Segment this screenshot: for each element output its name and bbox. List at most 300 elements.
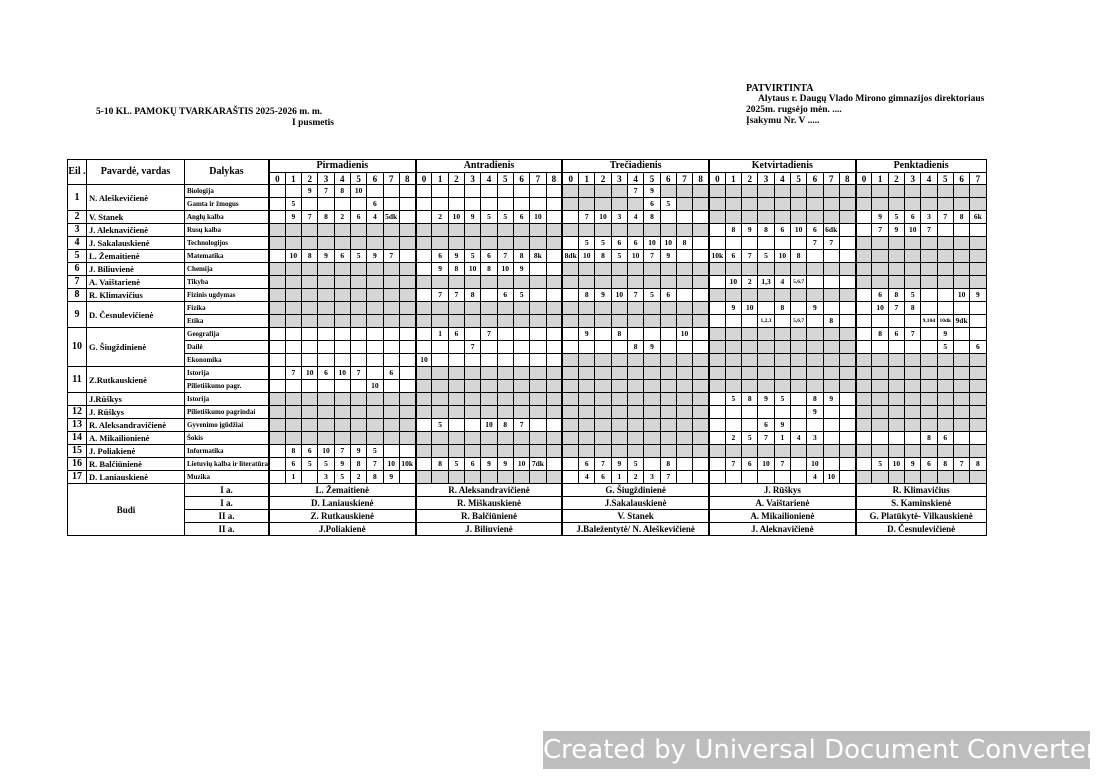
- lesson-number: 0: [269, 173, 285, 185]
- lesson-cell: 8dk: [562, 250, 578, 263]
- lesson-cell: [399, 393, 415, 406]
- lesson-cell: [823, 263, 839, 276]
- lesson-cell: 6k: [970, 211, 986, 224]
- lesson-cell: [660, 341, 676, 354]
- lesson-cell: 5: [758, 250, 774, 263]
- lesson-cell: [758, 211, 774, 224]
- lesson-cell: [839, 445, 855, 458]
- lesson-cell: [595, 419, 611, 432]
- lesson-cell: [318, 393, 334, 406]
- lesson-cell: [513, 380, 529, 393]
- lesson-cell: [416, 250, 432, 263]
- lesson-cell: [465, 237, 481, 250]
- lesson-cell: 6dk: [823, 224, 839, 237]
- lesson-cell: [497, 302, 513, 315]
- lesson-cell: [595, 406, 611, 419]
- subject-name: Istorija: [185, 367, 269, 380]
- lesson-cell: [579, 198, 595, 211]
- lesson-cell: 10: [790, 224, 806, 237]
- lesson-cell: [285, 302, 301, 315]
- lesson-cell: 10: [481, 419, 497, 432]
- lesson-cell: [611, 406, 627, 419]
- lesson-cell: 9: [465, 211, 481, 224]
- lesson-cell: [432, 367, 448, 380]
- lesson-cell: 8: [497, 419, 513, 432]
- subject-name: Pilietiškumo pagr.: [185, 380, 269, 393]
- row-number: 13: [68, 419, 87, 432]
- lesson-number: 4: [921, 173, 937, 185]
- lesson-cell: [513, 445, 529, 458]
- lesson-cell: 3: [611, 211, 627, 224]
- lesson-cell: [790, 198, 806, 211]
- lesson-cell: [644, 302, 660, 315]
- lesson-cell: [676, 302, 692, 315]
- lesson-cell: [285, 315, 301, 328]
- lesson-cell: 6: [921, 458, 937, 471]
- lesson-cell: [921, 419, 937, 432]
- schedule-row: [68, 250, 987, 263]
- lesson-cell: [790, 380, 806, 393]
- lesson-cell: [872, 354, 888, 367]
- lesson-cell: [595, 302, 611, 315]
- lesson-cell: [399, 289, 415, 302]
- lesson-cell: [497, 393, 513, 406]
- approval-order: Įsakymu Nr. V .....: [746, 116, 820, 126]
- lesson-cell: 5: [465, 250, 481, 263]
- lesson-cell: [513, 237, 529, 250]
- lesson-number: 8: [839, 173, 855, 185]
- lesson-cell: [937, 289, 953, 302]
- duty-teacher: A. Vaištarienė: [709, 497, 856, 510]
- lesson-cell: [350, 198, 366, 211]
- lesson-cell: [660, 302, 676, 315]
- lesson-cell: [725, 315, 741, 328]
- lesson-cell: [970, 237, 986, 250]
- lesson-cell: [774, 471, 790, 484]
- lesson-cell: [823, 432, 839, 445]
- lesson-cell: [807, 354, 823, 367]
- lesson-cell: [399, 302, 415, 315]
- lesson-number: 5: [644, 173, 660, 185]
- schedule-row: [68, 302, 987, 315]
- lesson-cell: [856, 367, 872, 380]
- teacher-name: D. Česnulevičienė: [87, 302, 185, 328]
- teacher-name: R. Balčiūnienė: [87, 458, 185, 471]
- lesson-cell: [676, 289, 692, 302]
- lesson-cell: [481, 432, 497, 445]
- lesson-cell: 9: [334, 458, 350, 471]
- lesson-cell: [350, 419, 366, 432]
- lesson-cell: [285, 406, 301, 419]
- lesson-cell: [676, 354, 692, 367]
- lesson-cell: 6: [302, 445, 318, 458]
- lesson-cell: [513, 315, 529, 328]
- row-number: 9: [68, 302, 87, 328]
- lesson-cell: [628, 406, 644, 419]
- lesson-cell: [888, 341, 904, 354]
- lesson-cell: [448, 276, 464, 289]
- lesson-cell: [872, 341, 888, 354]
- lesson-cell: [774, 289, 790, 302]
- lesson-cell: [318, 263, 334, 276]
- teacher-name: J. Biliuvienė: [87, 263, 185, 276]
- lesson-cell: [579, 406, 595, 419]
- duty-teacher: J. Aleknavičienė: [709, 523, 856, 536]
- lesson-cell: [742, 328, 758, 341]
- lesson-cell: [302, 432, 318, 445]
- lesson-cell: [579, 276, 595, 289]
- lesson-cell: [921, 276, 937, 289]
- lesson-cell: [497, 237, 513, 250]
- lesson-cell: [497, 471, 513, 484]
- lesson-cell: 10: [774, 250, 790, 263]
- lesson-cell: [595, 432, 611, 445]
- lesson-cell: [774, 406, 790, 419]
- lesson-number: 2: [302, 173, 318, 185]
- lesson-cell: [562, 328, 578, 341]
- duty-class: II a.: [185, 510, 269, 523]
- lesson-cell: [774, 211, 790, 224]
- lesson-cell: [285, 185, 301, 198]
- lesson-cell: [367, 237, 383, 250]
- lesson-cell: 2: [628, 471, 644, 484]
- lesson-cell: [660, 445, 676, 458]
- lesson-cell: 6: [774, 224, 790, 237]
- teacher-name: J. Rūškys: [87, 406, 185, 419]
- lesson-cell: [872, 393, 888, 406]
- lesson-cell: 9: [595, 289, 611, 302]
- lesson-cell: [839, 367, 855, 380]
- lesson-cell: [302, 393, 318, 406]
- lesson-cell: [953, 406, 969, 419]
- lesson-cell: [367, 341, 383, 354]
- lesson-cell: [709, 419, 725, 432]
- lesson-cell: [399, 211, 415, 224]
- lesson-cell: [334, 432, 350, 445]
- lesson-cell: [579, 224, 595, 237]
- lesson-cell: [465, 276, 481, 289]
- lesson-cell: [856, 224, 872, 237]
- lesson-cell: [823, 341, 839, 354]
- lesson-cell: [579, 354, 595, 367]
- document-title: 5-10 KL. PAMOKŲ TVARKARAŠTIS 2025-2026 m. m.: [96, 107, 323, 117]
- lesson-cell: [709, 471, 725, 484]
- lesson-cell: [285, 276, 301, 289]
- lesson-cell: 9: [872, 211, 888, 224]
- lesson-number: 6: [513, 173, 529, 185]
- lesson-cell: [302, 276, 318, 289]
- lesson-cell: 9: [350, 445, 366, 458]
- lesson-cell: [693, 458, 709, 471]
- lesson-cell: [676, 315, 692, 328]
- lesson-cell: [693, 263, 709, 276]
- lesson-number: 0: [709, 173, 725, 185]
- lesson-cell: [350, 393, 366, 406]
- lesson-cell: [318, 419, 334, 432]
- lesson-cell: [513, 471, 529, 484]
- lesson-cell: [693, 250, 709, 263]
- lesson-cell: [399, 354, 415, 367]
- lesson-cell: 7: [872, 224, 888, 237]
- lesson-cell: [953, 354, 969, 367]
- lesson-cell: [725, 328, 741, 341]
- lesson-cell: [758, 354, 774, 367]
- lesson-cell: [367, 315, 383, 328]
- teacher-name: J. Poliakienė: [87, 445, 185, 458]
- lesson-cell: [302, 289, 318, 302]
- lesson-cell: [872, 406, 888, 419]
- lesson-cell: [448, 367, 464, 380]
- lesson-cell: 8: [465, 289, 481, 302]
- lesson-cell: [807, 289, 823, 302]
- lesson-cell: [383, 302, 399, 315]
- lesson-cell: 5: [481, 211, 497, 224]
- lesson-cell: [383, 328, 399, 341]
- lesson-cell: [921, 302, 937, 315]
- lesson-cell: [546, 445, 562, 458]
- lesson-cell: [807, 211, 823, 224]
- lesson-cell: [888, 198, 904, 211]
- lesson-cell: [856, 432, 872, 445]
- lesson-cell: 10: [953, 289, 969, 302]
- lesson-cell: [790, 445, 806, 458]
- lesson-number: 1: [285, 173, 301, 185]
- lesson-cell: 10: [350, 185, 366, 198]
- lesson-cell: [823, 380, 839, 393]
- lesson-cell: [546, 211, 562, 224]
- lesson-cell: [448, 432, 464, 445]
- lesson-cell: [888, 419, 904, 432]
- lesson-cell: [644, 419, 660, 432]
- lesson-cell: [937, 237, 953, 250]
- lesson-cell: [448, 198, 464, 211]
- lesson-cell: [693, 471, 709, 484]
- lesson-cell: [628, 328, 644, 341]
- lesson-cell: [432, 432, 448, 445]
- lesson-cell: [546, 237, 562, 250]
- lesson-number: 8: [693, 173, 709, 185]
- lesson-cell: [269, 250, 285, 263]
- lesson-cell: [530, 302, 546, 315]
- lesson-number: 5: [350, 173, 366, 185]
- lesson-cell: [432, 445, 448, 458]
- lesson-cell: [562, 185, 578, 198]
- lesson-cell: 8: [921, 432, 937, 445]
- lesson-cell: 6: [611, 237, 627, 250]
- lesson-cell: [660, 393, 676, 406]
- lesson-cell: [399, 471, 415, 484]
- schedule-row: [68, 263, 987, 276]
- duty-teacher: A. Mikailionienė: [709, 510, 856, 523]
- lesson-cell: [693, 276, 709, 289]
- lesson-cell: [399, 185, 415, 198]
- lesson-cell: [676, 458, 692, 471]
- lesson-cell: 5: [367, 445, 383, 458]
- lesson-cell: 7: [302, 211, 318, 224]
- duty-teacher: D. Laniauskienė: [269, 497, 416, 510]
- schedule-row: [68, 224, 987, 237]
- lesson-cell: [269, 302, 285, 315]
- duty-teacher: J.Baležentytė/ N. Aleškevičienė: [562, 523, 709, 536]
- lesson-cell: [921, 289, 937, 302]
- lesson-cell: [823, 445, 839, 458]
- lesson-cell: [530, 341, 546, 354]
- lesson-cell: [823, 354, 839, 367]
- lesson-cell: [742, 471, 758, 484]
- lesson-cell: [383, 341, 399, 354]
- lesson-cell: [709, 211, 725, 224]
- lesson-cell: [562, 341, 578, 354]
- lesson-cell: [497, 198, 513, 211]
- lesson-cell: 7: [595, 458, 611, 471]
- lesson-cell: [611, 393, 627, 406]
- lesson-cell: [921, 198, 937, 211]
- lesson-cell: [725, 406, 741, 419]
- lesson-cell: 5: [742, 432, 758, 445]
- lesson-cell: [562, 393, 578, 406]
- lesson-cell: [709, 276, 725, 289]
- lesson-cell: 10: [742, 302, 758, 315]
- lesson-cell: [367, 185, 383, 198]
- lesson-cell: [839, 328, 855, 341]
- lesson-cell: [546, 250, 562, 263]
- lesson-cell: 8: [513, 250, 529, 263]
- lesson-cell: [839, 276, 855, 289]
- lesson-cell: 5: [497, 211, 513, 224]
- lesson-cell: [807, 419, 823, 432]
- lesson-cell: 4: [807, 471, 823, 484]
- lesson-cell: [937, 263, 953, 276]
- lesson-cell: [823, 302, 839, 315]
- lesson-cell: [970, 380, 986, 393]
- lesson-cell: [367, 289, 383, 302]
- lesson-cell: 10: [758, 458, 774, 471]
- lesson-cell: [350, 328, 366, 341]
- lesson-cell: [383, 198, 399, 211]
- lesson-cell: 6: [285, 458, 301, 471]
- lesson-cell: [595, 263, 611, 276]
- lesson-cell: [921, 328, 937, 341]
- lesson-cell: [758, 445, 774, 458]
- lesson-cell: [856, 393, 872, 406]
- lesson-cell: 5,6,7: [790, 276, 806, 289]
- lesson-cell: 8: [595, 250, 611, 263]
- lesson-cell: [367, 354, 383, 367]
- lesson-cell: [285, 224, 301, 237]
- lesson-cell: [562, 224, 578, 237]
- lesson-cell: [807, 198, 823, 211]
- lesson-cell: [611, 367, 627, 380]
- lesson-cell: [937, 302, 953, 315]
- lesson-number: 1: [872, 173, 888, 185]
- lesson-cell: 7: [628, 289, 644, 302]
- teacher-name: G. Šiugždinienė: [87, 328, 185, 367]
- lesson-cell: [937, 250, 953, 263]
- lesson-cell: [285, 263, 301, 276]
- lesson-cell: 9: [318, 250, 334, 263]
- subject-name: Chemija: [185, 263, 269, 276]
- duty-teacher: J. Rūškys: [709, 484, 856, 497]
- lesson-cell: [579, 302, 595, 315]
- lesson-cell: 5: [937, 341, 953, 354]
- lesson-cell: 6: [970, 341, 986, 354]
- duty-teacher: R. Klimavičius: [856, 484, 986, 497]
- lesson-cell: [823, 406, 839, 419]
- lesson-cell: [416, 315, 432, 328]
- lesson-cell: 5: [628, 458, 644, 471]
- lesson-cell: [676, 211, 692, 224]
- lesson-cell: 7: [725, 458, 741, 471]
- lesson-cell: [888, 445, 904, 458]
- lesson-cell: 10: [595, 211, 611, 224]
- lesson-cell: 6: [937, 432, 953, 445]
- lesson-cell: [562, 406, 578, 419]
- lesson-cell: 3: [807, 432, 823, 445]
- lesson-cell: 8: [432, 458, 448, 471]
- lesson-cell: [497, 445, 513, 458]
- teacher-name: A. Vaištarienė: [87, 276, 185, 289]
- lesson-cell: [823, 198, 839, 211]
- lesson-cell: [269, 328, 285, 341]
- lesson-cell: [856, 250, 872, 263]
- lesson-cell: [953, 367, 969, 380]
- lesson-cell: [628, 367, 644, 380]
- lesson-cell: [807, 263, 823, 276]
- lesson-cell: [644, 315, 660, 328]
- lesson-cell: [367, 224, 383, 237]
- lesson-number: 1: [725, 173, 741, 185]
- watermark: Created by Universal Document Converter: [543, 731, 1090, 769]
- lesson-cell: [513, 224, 529, 237]
- lesson-cell: [530, 419, 546, 432]
- teacher-name: J. Aleknavičienė: [87, 224, 185, 237]
- lesson-cell: 8: [742, 393, 758, 406]
- lesson-cell: [497, 328, 513, 341]
- lesson-cell: 10: [888, 458, 904, 471]
- lesson-cell: 10: [513, 458, 529, 471]
- lesson-cell: [953, 471, 969, 484]
- lesson-cell: 6: [905, 211, 921, 224]
- day-header: Trečiadienis: [562, 160, 709, 173]
- lesson-number: 2: [448, 173, 464, 185]
- lesson-cell: [953, 198, 969, 211]
- subject-name: Lietuvių kalba ir literatūra: [185, 458, 269, 471]
- lesson-cell: 6: [872, 289, 888, 302]
- subject-name: Istorija: [185, 393, 269, 406]
- lesson-cell: [334, 341, 350, 354]
- lesson-cell: [709, 458, 725, 471]
- lesson-cell: [497, 380, 513, 393]
- lesson-cell: [448, 406, 464, 419]
- lesson-cell: 5: [872, 458, 888, 471]
- lesson-cell: [497, 341, 513, 354]
- lesson-cell: [269, 224, 285, 237]
- row-number: 12: [68, 406, 87, 419]
- duty-teacher: D. Česnulevičienė: [856, 523, 986, 536]
- lesson-cell: 9: [742, 224, 758, 237]
- lesson-cell: 7: [465, 341, 481, 354]
- lesson-cell: [481, 198, 497, 211]
- lesson-cell: [416, 458, 432, 471]
- lesson-cell: [693, 419, 709, 432]
- lesson-cell: [774, 315, 790, 328]
- lesson-cell: 9: [367, 250, 383, 263]
- lesson-cell: 6: [513, 211, 529, 224]
- subject-name: Dailė: [185, 341, 269, 354]
- subject-name: Biologija: [185, 185, 269, 198]
- lesson-cell: 2: [725, 432, 741, 445]
- lesson-cell: 9: [302, 185, 318, 198]
